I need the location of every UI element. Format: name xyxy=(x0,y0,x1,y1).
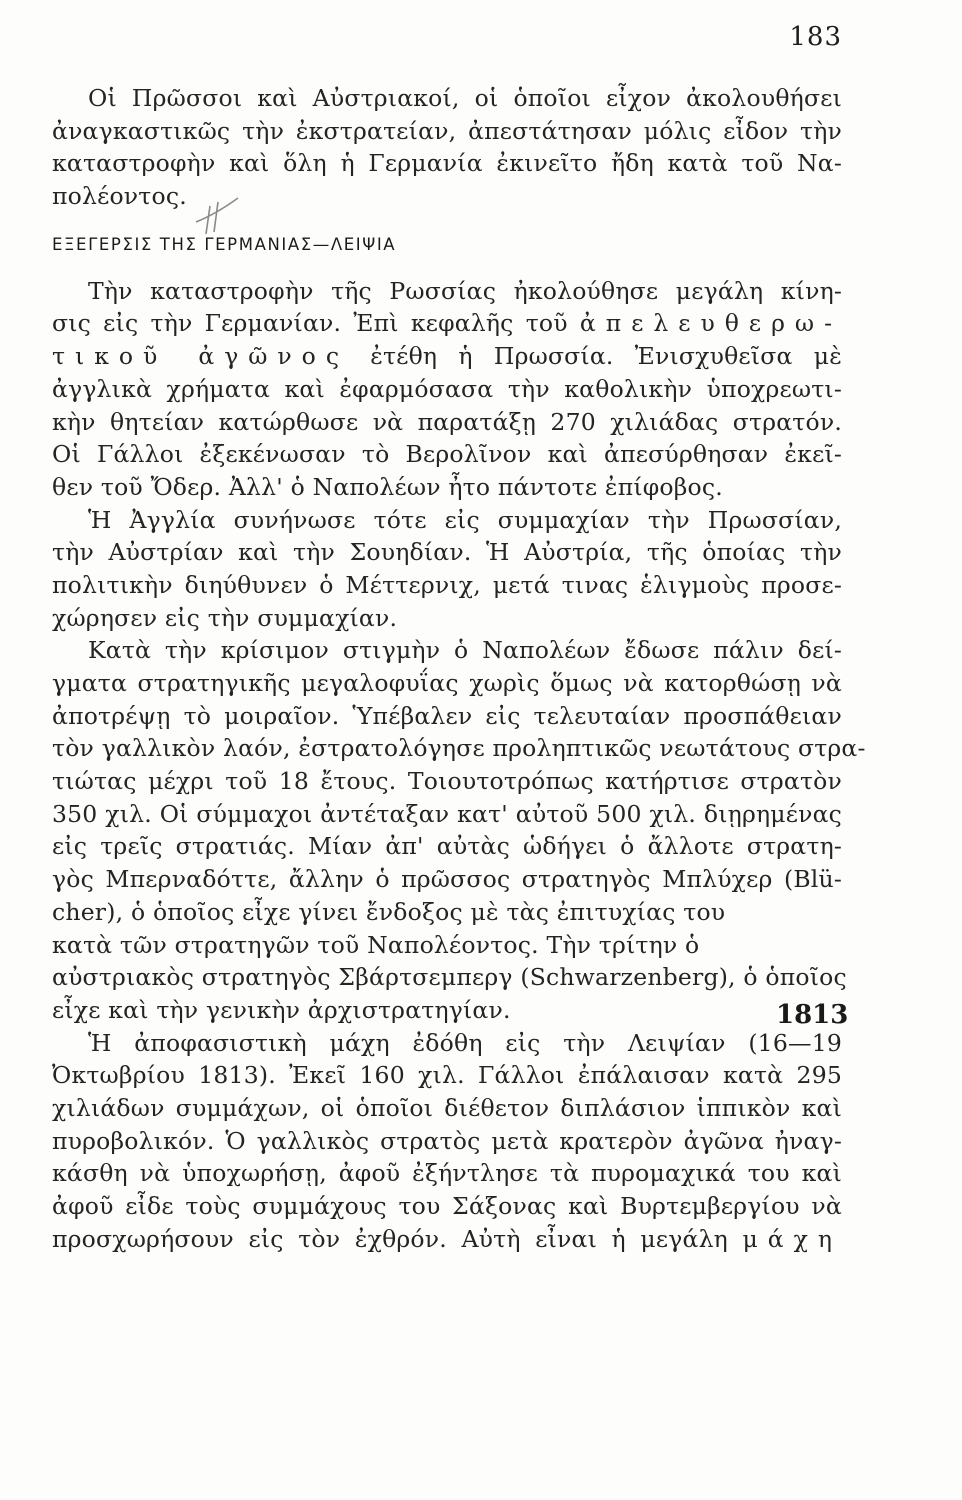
text-line: αὐστριακὸς στρατηγὸς Σβάρτσεμπεργ (Schwarzenberg), ὁ ὁποῖος xyxy=(52,963,847,992)
text-line: Ἡ ἀποφασιστικὴ μάχη ἐδόθη εἰς τὴν Λειψίαν (16—19 xyxy=(88,1028,842,1057)
text-line: κὴν θητείαν κατώρθωσε νὰ παρατάξῃ 270 χιλιάδας στρατόν. xyxy=(52,407,842,436)
spaced-emphasis: τικοῦ ἀγῶνος xyxy=(52,342,349,371)
text-line: γματα στρατηγικῆς μεγαλοφυΐας χωρὶς ὅμως νὰ κατορθώσῃ νὰ xyxy=(52,669,842,697)
text-line: πολιτικὴν διηύθυνεν ὁ Μέττερνιχ, μετά τινας ἑλιγμοὺς προσε- xyxy=(52,570,842,599)
spaced-emphasis: μάχη xyxy=(742,1224,842,1253)
text-line: Ὀκτωβρίου 1813). Ἐκεῖ 160 χιλ. Γάλλοι ἐπάλαισαν κατὰ 295 xyxy=(52,1061,842,1090)
text-line xyxy=(52,340,842,373)
text-line: ἀγγλικὰ χρήματα καὶ ἐφαρμόσασα τὴν καθολικὴν ὑποχρεωτι- xyxy=(52,374,842,403)
text-fragment: προσχωρήσουν εἰς τὸν ἐχθρόν. Αὐτὴ εἶναι ἡ μεγάλη xyxy=(52,1224,728,1253)
text-fragment: ἐτέθη ἡ Πρωσσία. Ἐνισχυθεῖσα μὲ xyxy=(370,342,843,371)
text-fragment: σις εἰς τὴν Γερμανίαν. Ἐπὶ κεφαλῆς τοῦ xyxy=(52,309,568,338)
text-line xyxy=(52,1223,842,1256)
text-line: τὴν Αὐστρίαν καὶ τὴν Σουηδίαν. Ἡ Αὐστρία, τῆς ὁποίας τὴν xyxy=(52,538,842,567)
text-line: χιλιάδων συμμάχων, οἱ ὁποῖοι διέθετον διπλάσιον ἱππικὸν καὶ xyxy=(52,1093,842,1122)
page-number: 183 xyxy=(789,22,842,52)
spaced-emphasis: ἀπελευθερω- xyxy=(579,309,843,338)
text-line xyxy=(52,307,842,340)
text-line: Ἡ Ἀγγλία συνήνωσε τότε εἰς συμμαχίαν τὴν Πρωσσίαν, xyxy=(88,505,842,534)
text-line: Τὴν καταστροφὴν τῆς Ρωσσίας ἠκολούθησε μεγάλη κίνη- xyxy=(88,276,842,305)
text-line: πυροβολικόν. Ὁ γαλλικὸς στρατὸς μετὰ κρατερὸν ἀγῶνα ἠναγ- xyxy=(52,1126,842,1155)
text-line: γὸς Μπερναδόττε, ἄλλην ὁ πρῶσσος στρατηγὸς Μπλύχερ (Blü- xyxy=(52,865,842,894)
text-line: τιώτας μέχρι τοῦ 18 ἔτους. Τοιουτοτρόπως κατήρτισε στρατὸν xyxy=(52,767,842,796)
text-line: ἀποτρέψῃ τὸ μοιραῖον. Ὑπέβαλεν εἰς τελευταίαν προσπάθειαν xyxy=(52,701,842,730)
text-line: κάσθη νὰ ὑποχωρήσῃ, ἀφοῦ ἐξήντλησε τὰ πυρομαχικά του καὶ xyxy=(52,1159,842,1188)
text-line: εἰς τρεῖς στρατιάς. Μίαν ἀπ' αὐτὰς ὡδήγει ὁ ἄλλοτε στρατη- xyxy=(52,832,842,861)
text-line: 350 χιλ. Οἱ σύμμαχοι ἀντέταξαν κατ' αὐτοῦ 500 χιλ. διῃρημένας xyxy=(52,799,842,828)
text-line: καταστροφὴν καὶ ὅλη ἡ Γερμανία ἐκινεῖτο ἤδη κατὰ τοῦ Να- xyxy=(52,149,842,178)
text-line: τὸν γαλλικὸν λαόν, ἐστρατολόγησε προληπτικῶς νεωτάτους στρα- xyxy=(52,734,866,763)
text-line: Οἱ Γάλλοι ἐξεκένωσαν τὸ Βερολῖνον καὶ ἀπεσύρθησαν ἐκεῖ- xyxy=(52,440,842,469)
text-line: Οἱ Πρῶσσοι καὶ Αὐστριακοί, οἱ ὁποῖοι εἶχον ἀκολουθήσει xyxy=(88,84,842,112)
text-line: ἀναγκαστικῶς τὴν ἐκστρατείαν, ἀπεστάτησαν μόλις εἶδον τὴν xyxy=(52,116,842,145)
text-line: κατὰ τῶν στρατηγῶν τοῦ Ναπολέοντος. Τὴν τρίτην ὁ xyxy=(52,930,700,959)
text-line: ἀφοῦ εἶδε τοὺς συμμάχους του Σάξονας καὶ Βυρτεμβεργίου νὰ xyxy=(52,1192,842,1220)
text-line: Κατὰ τὴν κρίσιμον στιγμὴν ὁ Ναπολέων ἔδωσε πάλιν δεί- xyxy=(88,636,842,665)
text-line: πολέοντος. xyxy=(52,182,187,211)
section-heading: ΕΞΕΓΕΡΣΙΣ ΤΗΣ ΓΕΡΜΑΝΙΑΣ—ΛΕΙΨΙΑ xyxy=(52,234,397,254)
margin-year-note: 1813 xyxy=(776,1000,849,1030)
text-line: εἶχε καὶ τὴν γενικὴν ἀρχιστρατηγίαν. xyxy=(52,995,511,1024)
page-body xyxy=(52,82,866,1255)
text-line: χώρησεν εἰς τὴν συμμαχίαν. xyxy=(52,603,398,632)
text-line: θεν τοῦ Ὄδερ. Ἀλλ' ὁ Ναπολέων ἦτο πάντοτε ἐπίφοβος. xyxy=(52,472,723,501)
text-line: cher), ὁ ὁποῖος εἶχε γίνει ἔνδοξος μὲ τὰς ἐπιτυχίας του xyxy=(52,897,726,926)
